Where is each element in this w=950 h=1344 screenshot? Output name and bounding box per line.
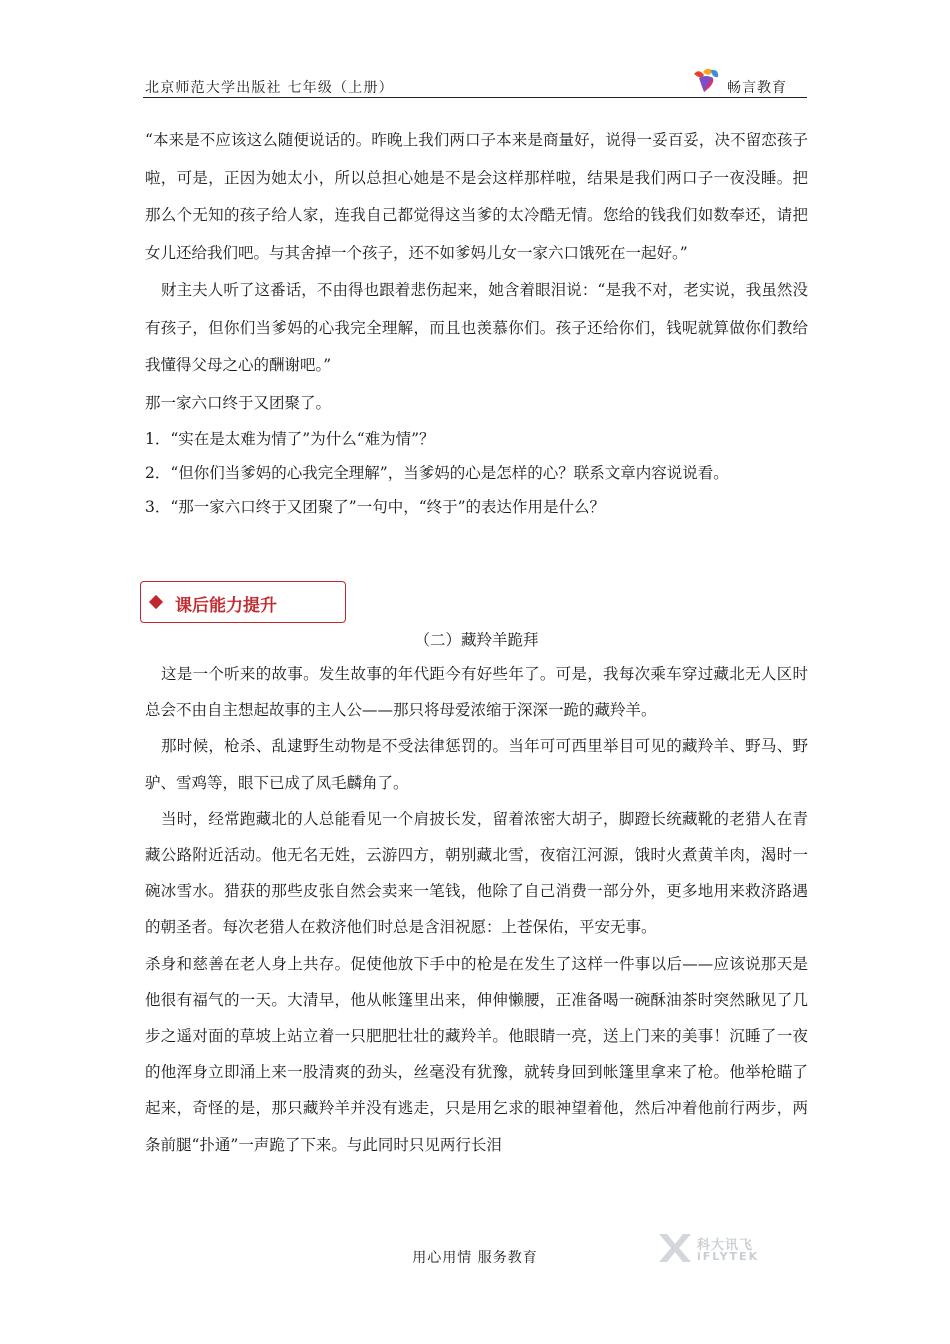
header-divider <box>143 97 807 98</box>
paragraph: 那一家六口终于又团聚了。 <box>145 393 332 412</box>
story-title: （二）藏羚羊跪拜 <box>414 631 539 649</box>
iflytek-en-label: iFLYTEK <box>697 1250 760 1263</box>
paragraph: 杀身和慈善在老人身上共存。促使他放下手中的枪是在发生了这样一件事以后——应该说那天是他很有福气的一天。大清早，他从帐篷里出来，伸伸懒腰，正准备喝一碗酥油茶时突然瞅见了几步之遥对面的草坡上站立着一只肥肥壮壮的藏羚羊。他眼睛一亮，送上门来的美事！沉睡了一夜的他浑身立即涌上来一股清爽的劲头，丝毫没有犹豫，就转身回到帐篷里拿来了枪。他举枪瞄了起来，奇怪的是，那只藏羚羊并没有逃走，只是用乞求的眼神望着他，然后冲着他前行两步，两条前腿“扑通”一声跪了下来。与此同时只见两行长泪 <box>145 954 808 1154</box>
paragraph: “本来是不应该这么随便说话的。昨晚上我们两口子本来是商量好，说得一妥百妥，决不留恋孩子啦，可是，正因为她太小，所以总担心她是不是会这样那样啦，结果是我们两口子一夜没睡。把那么个无知的孩子给人家，连我自己都觉得这当爹的太冷酷无情。您给的钱我们如数奉还，请把女儿还给我们吧。与其舍掉一个孩子，还不如爹妈儿女一家六口饿死在一起好。” <box>145 131 808 262</box>
paragraph: 当时，经常跑藏北的人总能看见一个肩披长发，留着浓密大胡子，脚蹬长统藏靴的老猎人在青藏公路附近活动。他无名无姓，云游四方，朝别藏北雪，夜宿江河源，饿时火煮黄羊肉，渴时一碗冰雪水。猎获的那些皮张自然会卖来一笔钱，他除了自己消费一部分外，更多地用来救济路遇的朝圣者。每次老猎人在救济他们时总是含泪祝愿：上苍保佑，平安无事。 <box>145 809 808 937</box>
iflytek-logo <box>655 1228 795 1268</box>
question-1: 1．“实在是太难为情了”为什么“难为情”？ <box>145 430 435 448</box>
paragraph: 这是一个听来的故事。发生故事的年代距今有好些年了。可是，我每次乘车穿过藏北无人区时总会不由自主想起故事的主人公——那只将母爱浓缩于深深一跪的藏羚羊。 <box>145 665 808 720</box>
reading-one <box>145 122 808 524</box>
brand-label: 畅言教育 <box>727 80 787 96</box>
reading-two <box>145 656 808 1163</box>
diamond-bullet-icon <box>149 595 163 609</box>
iflytek-x-icon <box>655 1230 695 1266</box>
question-2: 2．“但你们当爹妈的心我完全理解”，当爹妈的心是怎样的心？联系文章内容说说看。 <box>145 464 729 482</box>
footer-slogan: 用心用情 服务教育 <box>412 1250 538 1266</box>
section-heading-box <box>140 581 346 623</box>
paragraph: 财主夫人听了这番话，不由得也跟着悲伤起来，她含着眼泪说：“是我不对，老实说，我虽然没有孩子，但你们当爹妈的心我完全理解，而且也羡慕你们。孩子还给你们，钱呢就算做你们教给我懂得父母之心的酬谢吧。” <box>145 281 808 374</box>
iflytek-cn-label: 科大讯飞 <box>697 1238 754 1253</box>
question-3: 3．“那一家六口终于又团聚了”一句中，“终于”的表达作用是什么？ <box>145 498 606 516</box>
changyan-logo-icon <box>691 66 721 94</box>
section-heading: 课后能力提升 <box>175 596 277 616</box>
page-header <box>143 66 807 96</box>
paragraph: 那时候，枪杀、乱逮野生动物是不受法律惩罚的。当年可可西里举目可见的藏羚羊、野马、野驴、雪鸡等，眼下已成了凤毛麟角了。 <box>145 737 808 792</box>
publisher-label: 北京师范大学出版社 七年级（上册） <box>145 80 394 96</box>
